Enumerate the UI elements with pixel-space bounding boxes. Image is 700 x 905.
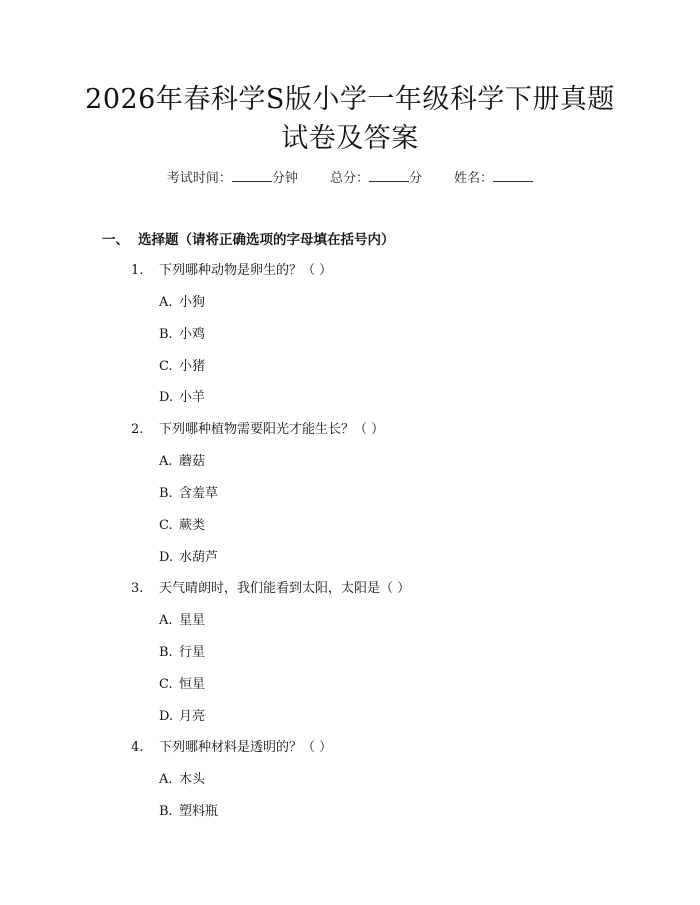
option-letter: C. [159,359,173,374]
option-1d [159,389,205,407]
exam-time-blank [232,169,272,182]
option-text: 含羞草 [179,486,219,501]
option-text: 恒星 [179,677,206,692]
option-text: 蕨类 [179,518,206,533]
exam-time-label: 考试时间： [166,171,232,186]
total-score-label: 总分： [329,171,369,186]
option-letter: D. [159,550,174,565]
option-text: 小狗 [179,295,206,310]
total-score-unit: 分 [409,171,423,186]
exam-info-row [0,169,700,188]
question-1 [131,262,332,280]
option-text: 小羊 [179,390,206,405]
option-2d [159,549,218,567]
option-1a [159,294,205,312]
page-title-line-2: 试卷及答案 [281,123,419,154]
option-3d [159,708,205,726]
section-heading [102,231,395,249]
exam-time-unit: 分钟 [271,171,298,186]
option-2b [159,485,218,503]
question-text: 天气晴朗时，我们能看到太阳，太阳是（ ） [159,581,411,596]
page-title-line-1: 2026年春科学S版小学一年级科学下册真题 [85,84,615,115]
question-number: 2. [131,422,144,437]
total-score-field [330,171,426,186]
question-text: 下列哪种材料是透明的？（ ） [159,740,333,755]
option-letter: D. [159,709,174,724]
option-3c [159,676,205,694]
question-number: 1. [131,263,144,278]
option-letter: C. [159,677,173,692]
section-title: 选择题（请将正确选项的字母填在括号内） [138,232,395,248]
option-letter: B. [159,327,173,342]
option-text: 小猪 [179,359,206,374]
option-letter: B. [159,804,173,819]
option-letter: D. [159,390,174,405]
option-letter: A. [159,613,173,628]
option-text: 星星 [179,613,206,628]
question-3 [131,580,410,598]
option-4a [159,771,205,789]
name-field [454,171,533,186]
total-score-blank [369,169,409,182]
option-text: 行星 [179,645,206,660]
question-text: 下列哪种动物是卵生的？（ ） [159,263,333,278]
option-letter: A. [159,295,173,310]
question-2 [131,421,384,439]
exam-time-field [167,171,302,186]
option-2c [159,517,205,535]
option-1b [159,326,205,344]
question-4 [131,739,332,757]
question-text: 下列哪种植物需要阳光才能生长？（ ） [159,422,385,437]
option-3a [159,612,205,630]
option-text: 小鸡 [179,327,206,342]
option-4b [159,803,218,821]
name-blank [493,169,533,182]
option-1c [159,358,205,376]
name-label: 姓名： [454,171,494,186]
option-letter: A. [159,772,173,787]
option-letter: B. [159,645,173,660]
option-letter: C. [159,518,173,533]
question-number: 3. [131,581,144,596]
option-text: 塑料瓶 [179,804,219,819]
option-text: 蘑菇 [179,454,206,469]
option-letter: B. [159,486,173,501]
option-text: 木头 [179,772,206,787]
option-3b [159,644,205,662]
section-number: 一、 [102,232,129,248]
option-text: 月亮 [179,709,206,724]
question-number: 4. [131,740,144,755]
option-text: 水葫芦 [179,550,219,565]
option-letter: A. [159,454,173,469]
option-2a [159,453,205,471]
